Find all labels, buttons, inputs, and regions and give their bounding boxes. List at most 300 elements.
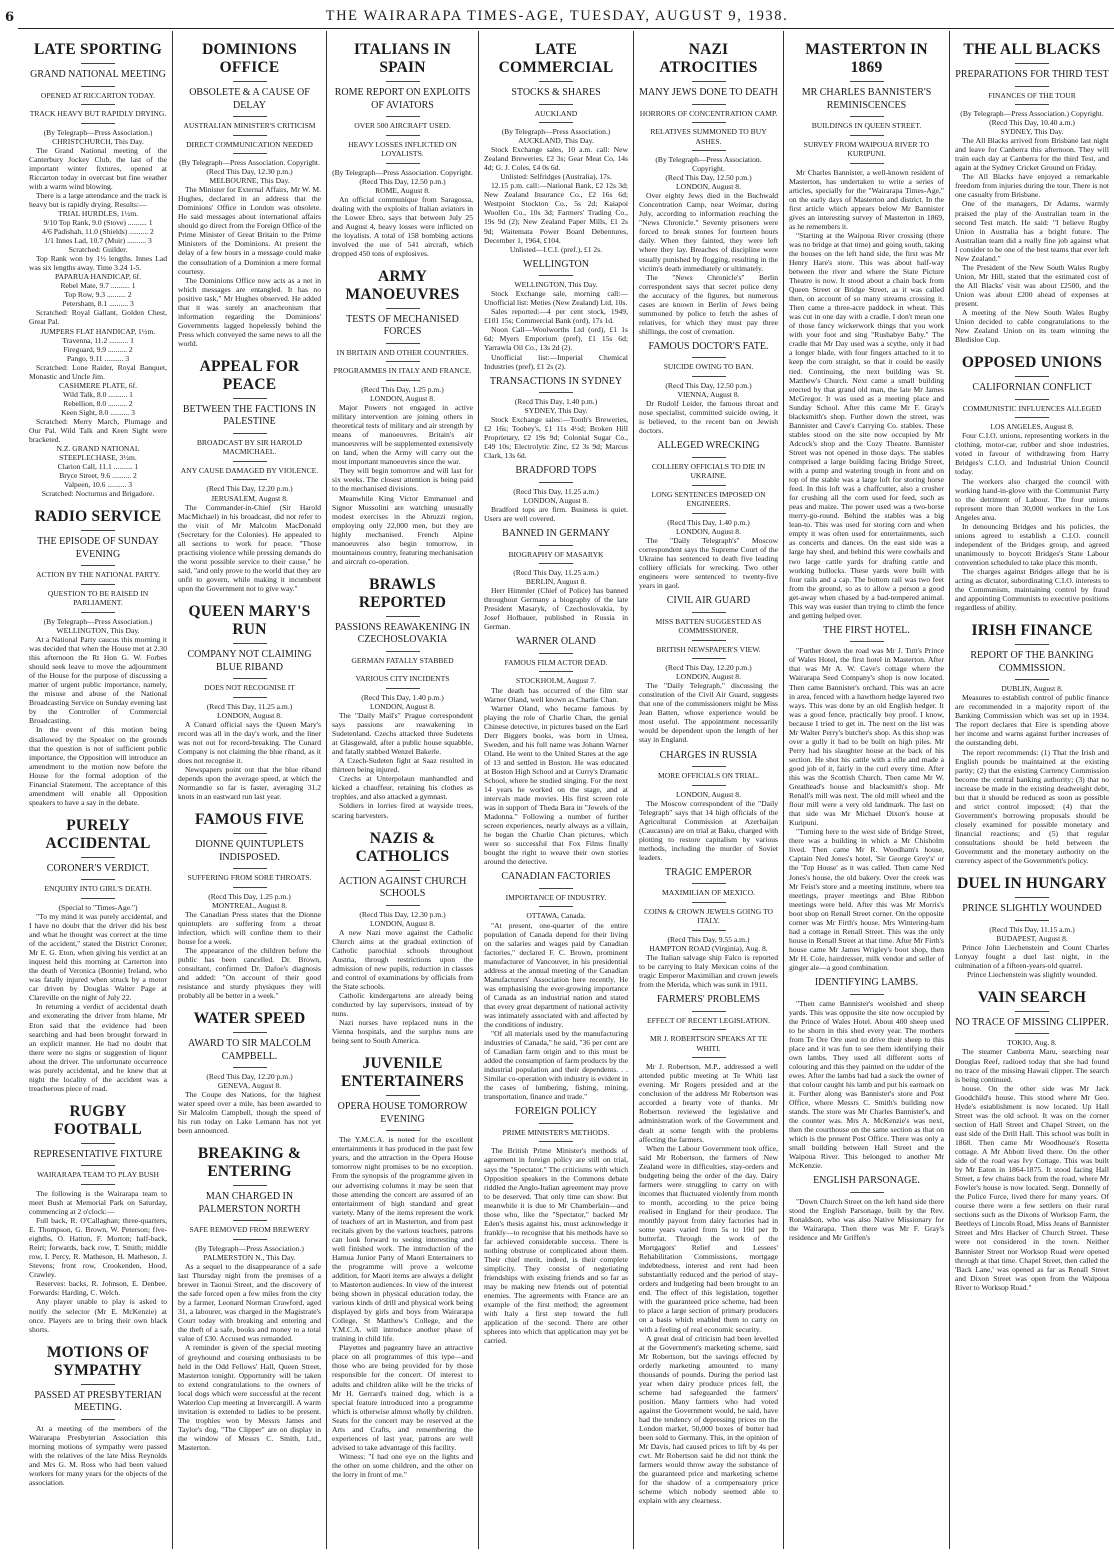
- column-3: [326, 31, 478, 1549]
- headline: FAMOUS FIVE: [194, 811, 305, 829]
- paragraph: A reminder is given of the special meeting of greyhound and coursing enthusiasts to be held in the Odd Fellows' Hall, Queen Street, Masterton tonight. Opportunity will be taken to extend congratulations to the owners of local dogs which were successful at the recent Waterloo Cup meeting at Invercargill. A warm invitation is extended to ladies to be present. The trophies won by Messrs James and Taylor's dog, "The Clipper" are on display in the window of Messrs C. Smith, Ltd., Masterton.: [178, 1343, 321, 1452]
- subheading: GERMAN FATALLY STABBED: [351, 655, 454, 665]
- divider: [233, 678, 267, 679]
- divider: [850, 116, 884, 117]
- paragraph: The "News Chronicle's" Berlin correspondent says that secret police deny the accuracy of the figures, but numerous cases are known in Berlin of Jews being summoned by police to fetch the ashes of relatives, for which they must pay three shillings, the cost of cremation.: [639, 272, 778, 336]
- headline: RUGBY FOOTBALL: [54, 1102, 142, 1138]
- headline: DUEL IN HUNGARY: [957, 875, 1107, 893]
- paragraph: A new Nazi move against the Catholic Church aims at the gradual extinction of Catholic parochial schools throughout Austria, through restrictions upon the admission of new pupils, reduction in classes and control of examinations by officials from the State schools.: [332, 927, 473, 991]
- paragraph: A great deal of criticism had been levelled at the Government's marketing scheme, said Mr Robertson, but the savings effected by orderly marketing amounted to many thousands of pounds. During the period last year when dairy produce prices fell, the scheme had safeguarded the farmers' position. Many farmers who had voted against the Government would, he said, have had the tendency of depressing prices on the London market, 50,000 boxes of butter had been sold to Germany. This, in the opinion of Mr Davis, had caused prices to lift by 4s per cwt. Mr Robertson said he did not think the farmers would throw away the substance of the guaranteed price and marketing scheme for the shadow of a compensatory price scheme which nobody seemed able to explain with any clearness.: [639, 1333, 778, 1506]
- divider: [386, 81, 420, 82]
- subheading: ENQUIRY INTO GIRL'S DEATH.: [44, 884, 152, 894]
- divider: [81, 1419, 115, 1420]
- article: [178, 811, 321, 1000]
- paragraph: "Down Church Street on the left hand side there stood the English Parsonage, built by the Rev. Ronaldson, who was also Native Missionary for the Wairarapa. Then there was Mr F. Gray's residence and Mr Griffen's: [789, 1196, 944, 1243]
- dateline: Travenna, 11.2 .......... 1: [62, 335, 134, 345]
- subheading: WAIRARAPA TEAM TO PLAY BUSH: [37, 1170, 159, 1180]
- paragraph: Scratched: Royal Gallant, Golden Chest, Great Pal.: [29, 308, 167, 327]
- paragraph: The Dominions Office now acts as a net in which messages are entangled. It has no positive task," Mr Hughes observed. He added that it was surely an anachronism that information regarding the Dominions' Governments lagged hopelessly behind the Press which conveyed the same news to all the world.: [178, 275, 321, 348]
- divider: [81, 612, 115, 613]
- paragraph: The charges against Bridges allege that he is acting as dictator, subordinating C.I.O. interests to the Communism, maintaining control by fraud and appointing Communists to executive positions regardless of ability.: [955, 566, 1109, 613]
- divider: [81, 1184, 115, 1185]
- divider: [233, 81, 267, 82]
- dateline: VIENNA, August 8.: [677, 389, 740, 399]
- paragraph: The Commander-in-Chief (Sir Harold MacMichael) in his broadcast, did not refer to the visit of Mr Malcolm MacDonald (Secretary for the Colonies). He appealed to all sections to work for peace. "Those practising violence while pressing demands do the worst possible service to their cause," he said, "and only prove to the world that they are unfit to govern, while making it incumbent upon the Government not to give way.": [178, 502, 321, 593]
- divider: [539, 671, 573, 672]
- divider: [81, 530, 115, 531]
- deck-headline: REPRESENTATIVE FIXTURE: [33, 1148, 163, 1160]
- dateline: LONDON, August 8.: [676, 789, 741, 799]
- deck-headline: ROME REPORT ON EXPLOITS OF AVIATORS: [334, 87, 471, 111]
- dateline: Fireguard, 9.9 .......... 2: [63, 344, 133, 354]
- paragraph: The "Daily Telegraph's" Moscow correspondent says the Supreme Court of the Ukraine has sentenced to death five leading colliery officials for wrecking. Two other engineers were sentenced to twenty-five years in gaol.: [639, 535, 778, 591]
- article: [178, 603, 321, 801]
- dateline: Petersham, 8.1 .......... 3: [62, 299, 134, 309]
- paragraph: The All Blacks have enjoyed a remarkable freedom from injuries during the tour. There is not one casualty from Brisbane.: [955, 172, 1109, 200]
- paragraph: "To my mind it was purely accidental, and I have no doubt that the driver did his best and what he thought was correct at the time of the accident," stated the District Coroner, Mr E. G. Eton, when giving his verdict at an inquest held this morning at Carterton into the death of Veronica (Bonnie) Ireland, who was fatally injured when struck by a motor car driven by Douglas Walter Page at Clareville on the night of July 22.: [29, 911, 167, 1003]
- deck-headline: AWARD TO SIR MALCOLM CAMPBELL.: [187, 1038, 311, 1062]
- deck-headline: IDENTIFYING LAMBS.: [814, 977, 919, 989]
- paragraph: The death has occurred of the film star Warner Oland, well known as Charlie Chan.: [484, 685, 628, 704]
- divider: [1015, 897, 1049, 898]
- paragraph: Playettes and pageantry have an attractive place on all programmes of this type—and those who are being provided for by those responsible for the concert. Of interest to adults and children alike will be the tricks of Mr H. Gerrard's trained dog, which is a special feature introduced into a programme which is otherwise almost wholly by children. Seats for the concert may be reserved at the Arts and Crafts, and remembering the experiences of last year, patrons are well advised to take advantage of this facility.: [332, 1343, 473, 1452]
- divider: [386, 135, 420, 136]
- article: [639, 595, 778, 744]
- paragraph: The "Daily Telegraph," discussing the constitution of the Civil Air Guard, suggests that one of the commissioners might be Miss Jean Batten, whose experience would be most useful. The appointment necessarily would be dependent upon the length of her stay in England.: [639, 681, 778, 745]
- divider: [539, 81, 573, 82]
- article: [484, 871, 628, 1101]
- paragraph: They will begin tomorrow and will last for six weeks. The closest attention is being paid to the mechanised divisions.: [332, 466, 473, 494]
- headline: APPEAL FOR PEACE: [199, 357, 300, 393]
- deck-headline: THE FIRST HOTEL.: [823, 624, 910, 636]
- headline: BREAKING & ENTERING: [197, 1145, 302, 1181]
- article: [484, 528, 628, 631]
- paragraph: Stock Exchange sale, morning call:—Unofficial list: Meties (New Zealand) Ltd, 10s.: [484, 289, 628, 308]
- subheading: MORE OFFICIALS ON TRIAL.: [657, 771, 760, 781]
- dateline: WELLINGTON, This Day.: [514, 280, 598, 290]
- article: [332, 576, 473, 820]
- headline: BRAWLS REPORTED: [358, 575, 447, 611]
- paragraph: "Then came Bannister's woolshed and sheep yards. This was opposite the site now occupied by the Prince of Wales Hotel. About 400 sheep used to be shorn in this shed every year. The mothers from Te Ore Ore used to drive their sheep to this place and it was fun to see them identifying their own lambs. They used all different sorts of colouring and this they painted on the udder of the ewes. After the lambs had had a suck the owner of that colour caught his lamb and put his earmark on it. Further along was Bannister's store and Post Office, where Messrs C. Smith's building now stands. The store was Mr Charles Bannister's, and the counter was. Mrs A. McKenzie's was next, then the courthouse on the same section as that on which is the present Post Office. There was only a small building between Hall Street and the Waipoua River. This belonged to another Mr McKenzie.: [789, 998, 944, 1171]
- paragraph: house. On the other side was Mr Jack Goodchild's house. This stood where Mr Geo. Hyde's establishment is now located. Up Hall Street was the old school. It was on the corner section of Hall Street and Chapel Street, on the east side of the Drill Hall. This school was built in 1868. Then came Mr Woodhouse's Rosetta cottage. A Mr Abbott lived there. On the other side of the road was Ivy Cottage. This was built by Mr Eaton in 1864-1875. It stood facing Hall Street, a few chains back from the road, where Mr Fowler's house is now located. Sergt. Donnelly of the Police Force, lived there for many years. Of course there were a few settlers on their rural sections such as the Dixons of Worksop Farm, the Beetleys of Lincoln Road, Miss Jeans of Bannister Street and Mrs Hacker of Church Street. These were not considered in the town. Neither Bannister Street nor Worksop Road were opened through at that time. Chapel Street, then called the 'Back Lane,' was opened as far as Renall Street and Dixon Street was open from the Waipoua River to Worksop Road.": [955, 1083, 1109, 1292]
- divider: [81, 123, 115, 124]
- headline: ARMY MANOEUVRES: [345, 267, 460, 303]
- divider: [692, 766, 726, 767]
- subheading: BUILDINGS IN QUEEN STREET.: [811, 121, 922, 130]
- deck-headline: THE EPISODE OF SUNDAY EVENING: [37, 536, 159, 560]
- divider: [233, 116, 267, 117]
- deck-headline: MR CHARLES BANNISTER'S REMINISCENCES: [801, 87, 932, 111]
- paragraph: "Starting at the Waipoua River crossing (there was no bridge at that time) and going south, taking the houses on the left hand side, the first was Mr Henry Hare's store. This was about half-way between the river and where the State Picture Theatre is now. It stood about a chain back from Queen Street or Bridge Street, as it was called then, on account of so many streams crossing it. Then came a three-acre paddock in wheat. This was cut in one day with a cradle. I don't mean one of those fancy wickerwork things that you work with your foot and sing "Rushabye Baby." The cradle that Mr Day used was a scythe, only it had a longer blade, with four fingers attached to it to keep the corn straight, so that it could be easily tied. Continuing, the next building was St. Matthew's Church. Next came a small building erected by that grand old man, the late Mr James McGregor. It was used as a meeting place and Sunday School. After this came Mr F. Gray's blacksmith's shop. Further down the street, was Bannister and Cave's Carrying Co. stables. These stables stood on the site now occupied by Mr Adcock's shop and the Cozy Theatre. Bannister Street was not opened in those days. The stables comprised a large building facing Bridge Street, with a pump and watering trough in front and on top of the stable was a large loft for storing horse feed. In this loft was a chaffcutter, also a crusher for crushing all the corn used for feed, such as peas and maize. The power used was a two-horse merry-go-round. Behind the stables was a big lean-to. This was used for storing corn and when empty it was often used for entertainments, such as concerts and dances. On the east side was a large hay shed, and behind this were cowbails and two large cattle yards for drafting cattle and working bullocks. These yards were built with four rails and a cap. The bottom rail was two feet from the ground, so as to allow a person a good get-away when chased by a bad-tempered animal. This way was easier than trying to climb the fence and getting helped over.: [789, 230, 944, 620]
- paragraph: Catholic kindergartens are already being conducted by lay supervisors, instead of by nuns.: [332, 990, 473, 1019]
- article: [639, 41, 778, 336]
- subheading: QUESTION TO BE RAISED IN PARLIAMENT.: [47, 588, 149, 608]
- paragraph: When the Labour Government took office, said Mr Robertson, the farmers of New Zealand were in difficulties, stay-orders and budgeting being the order of the day. Dairy farmers were struggling to carry on with incomes that fluctuated violently from month to month, according to the price being realised in England for their produce. The monthly payout from dairy factories had in some years varied from 5s to 10d per lb butterfat. Through the work of the Mortgagors' Relief and Lessees' Rehabilitation Commissions, mortgage indebtedness, interest and rent had been substantially reduced and the period of stay-orders and budgeting had been brought to an end. The effect of this legislation, together with the guaranteed price scheme, had been to place a large section of primary producers on a basis which enabled them to carry on with a feeling of real economic security.: [639, 1143, 778, 1334]
- divider: [386, 361, 420, 362]
- dateline: 4/6 Padishah, 11.0 (Shields) .......... 2: [42, 227, 154, 237]
- subheading: MISS BATTEN SUGGESTED AS COMMISSIONER.: [655, 616, 762, 636]
- divider: [386, 688, 420, 689]
- dateline: N.Z. GRAND NATIONAL STEEPLECHASE, 3½m.: [56, 444, 140, 463]
- headline: NAZI ATROCITIES: [659, 41, 758, 76]
- divider: [692, 883, 726, 884]
- dateline: (Recd This Day, 11.15 a.m.): [989, 924, 1075, 934]
- headline: VAIN SEARCH: [977, 988, 1087, 1006]
- article: [639, 750, 778, 862]
- dateline: (By Telegraph—Press Association. Copyright.: [332, 167, 473, 177]
- article: [178, 41, 321, 348]
- dateline: (Recd This Day, 10.40 a.m.): [989, 118, 1075, 128]
- paragraph: Nazi nurses have replaced nuns in the Vienna hospitals, and the surplus nuns are being sent to South America.: [332, 1018, 473, 1046]
- subheading: FAMOUS FILM ACTOR DEAD.: [504, 657, 608, 667]
- column-4: [478, 31, 633, 1549]
- divider: [386, 163, 420, 164]
- paragraph: The appearance of the children before the public has been cancelled. Dr. Brown, consultant, confirmed Dr. Dafoe's diagnosis and added: "On account of their good resistance and sturdy physiques they will probably all be better in a week.": [178, 945, 321, 1001]
- article: [29, 1344, 167, 1487]
- divider: [539, 1123, 573, 1124]
- paragraph: The Italian salvage ship Falco is reported to be carrying to Italy Mexican coins of the tragic Emperor Maximilian and crown jewels from the Merida, which was sunk in 1911.: [639, 952, 778, 990]
- divider: [539, 104, 573, 105]
- divider: [692, 640, 726, 641]
- divider: [386, 616, 420, 617]
- divider: [233, 643, 267, 644]
- paragraph: The report recommends: (1) That the Irish and English pounds be maintained at the existing parity; (2) that the existing Currency Commission become the central banking authority; (3) that no increase be made in the existing deadweight debt, but that it should be reduced as soon as possible and strict control imposed; (4) that the Government's borrowing proposals should be closely examined for possible monetary and financial reactions; and (5) that regular consultations should be held between the Government and the monetary authority on the currency aspect of the Government's policy.: [955, 747, 1109, 866]
- dateline: Pango, 9.11 .......... 3: [66, 353, 130, 363]
- column-5: [633, 31, 783, 1549]
- dateline: CASHMERE PLATE, 6f.: [58, 380, 138, 390]
- subheading: SURVEY FROM WAIPOUA RIVER TO KURIPUNI.: [803, 139, 930, 158]
- paragraph: Mr J. Robertson, M.P., addressed a well attended public meeting at Te Whiti last evening. Mr Rogers presided and at the conclusion of the address Mr Robertson was accorded a hearty vote of thanks. Mr Robertson reviewed the legislative and administration work of the Government and dealt at some length with the problems affecting the farmers.: [639, 1062, 778, 1144]
- dateline: (By Telegraph—Press Association.): [501, 127, 611, 136]
- paragraph: Major Powers not engaged in active military intervention are joining others in theoretical tests of military and air strength by means of manoeuvres. Britain's air manoeuvres will be supplemented extensively on land, when the Army will carry out the most important manoeuvres since the war.: [332, 403, 473, 467]
- divider: [1015, 104, 1049, 105]
- dateline: LONDON, August 8.: [676, 182, 741, 192]
- article: [29, 817, 167, 1093]
- paragraph: Measures to establish control of public finance are recommended in a majority report of the Banking Commission which was set up in 1934. The report declares that Eire is spending above her income and warns against further increases of the outstanding debt.: [955, 693, 1109, 748]
- paragraph: The British Prime Minister's methods of agreement in foreign policy are still on trial, says the "Spectator." The criticisms with which Opposition speakers in the Commons debate riddled the Anglo-Italian agreement may prove to be deserved. That only time can show. But meanwhile it is due to Mr Chamberlain—and those who, like the "Spectator," backed Mr Eden's thesis against his, must acknowledge it frankly—to recognise that his methods have so far achieved considerable success. There is nothing obstruse or complicated about them. Their chief merit, indeed, is their complete simplicity. They consist of negotiating friendships with existing friends and so far as may be making new friends out of potential enemies. The agreements with France are an example of the first method; the agreement with Italy a first step toward the full application of the second. There are other spheres into which that application may yet be carried.: [484, 1146, 628, 1346]
- paragraph: Bradford tops are firm. Business is quiet. Users are well covered.: [484, 505, 628, 524]
- article: [178, 1145, 321, 1452]
- subheading: AUCKLAND: [534, 108, 578, 118]
- divider: [81, 879, 115, 880]
- paragraph: The workers also charged the council with working hand-in-glove with the Communist Party to the detriment of Labour. The four unions represent more than 30,000 workers in the Los Angeles area.: [955, 476, 1109, 522]
- divider: [81, 584, 115, 585]
- headline: LATE SPORTING: [34, 41, 162, 58]
- subheading: RELATIVES SUMMONED TO BUY ASHES.: [650, 127, 767, 146]
- divider: [539, 888, 573, 889]
- dateline: LOS ANGELES, August 8.: [990, 422, 1074, 432]
- headline: QUEEN MARY'S RUN: [188, 603, 311, 639]
- deck-headline: FOREIGN POLICY: [515, 1106, 597, 1118]
- deck-headline: STOCKS & SHARES: [511, 87, 601, 98]
- headline: MOTIONS OF SYMPATHY: [46, 1343, 150, 1379]
- deck-headline: FARMERS' PROBLEMS: [656, 994, 761, 1006]
- dateline: (Special to "Times-Age."): [58, 902, 138, 912]
- divider: [692, 930, 726, 931]
- article: [639, 341, 778, 435]
- dateline: STOCKHOLM, August 7.: [515, 676, 597, 686]
- article: [484, 259, 628, 371]
- subheading: IN BRITAIN AND OTHER COUNTRIES.: [336, 347, 469, 357]
- divider: [233, 887, 267, 888]
- deck-headline: TRAGIC EMPEROR: [665, 866, 752, 878]
- subheading: PRIME MINISTER'S METHODS.: [502, 1127, 610, 1137]
- paragraph: Czechs at Unterpolaun manhandled and kicked a chauffeur, retaining his clothes as trophies, and also attacked a gymnast.: [332, 774, 473, 802]
- deck-headline: FAMOUS DOCTOR'S FATE.: [648, 340, 769, 352]
- article: [332, 830, 473, 1046]
- article: [639, 867, 778, 989]
- deck-headline: WELLINGTON: [523, 258, 589, 270]
- dateline: (Recd This Day, 12.20 p.m.): [206, 1072, 293, 1082]
- subheading: HORRORS OF CONCENTRATION CAMP.: [639, 108, 778, 118]
- paragraph: In the event of this motion being disallowed by the Speaker on the grounds that the question is not of sufficient public importance, the Opposition will introduce an amendment to the motion now before the House for the formal adoption of the Financial Statement. The acceptance of this amendment will enable all Opposition speakers to have a say in the debate.: [29, 725, 167, 807]
- dateline: TRIAL HURDLES, 1½m.: [57, 208, 139, 218]
- divider: [850, 135, 884, 136]
- divider: [1015, 644, 1049, 645]
- paragraph: The All Blacks arrived from Brisbane last night and leave for Canberra this afternoon. They will train each day at Canberra for the third Test, and again at the Sydney Cricket Ground on Friday.: [955, 136, 1109, 173]
- headline: DOMINIONS OFFICE: [202, 41, 297, 76]
- article: [639, 440, 778, 590]
- divider: [692, 104, 726, 105]
- divider: [1015, 417, 1049, 418]
- divider: [233, 1032, 267, 1033]
- subheading: SAFE REMOVED FROM BREWERY: [189, 1225, 310, 1235]
- dateline: TOKIO, Aug. 8.: [1007, 1038, 1057, 1048]
- divider: [233, 1185, 267, 1186]
- article: [955, 989, 1109, 1292]
- divider: [539, 906, 573, 907]
- dateline: LONDON, August 8.: [370, 394, 435, 404]
- divider: [233, 697, 267, 698]
- subheading: FINANCES OF THE TOUR: [988, 90, 1076, 100]
- divider: [233, 461, 267, 462]
- subheading: SUFFERING FROM SORE THROATS.: [187, 873, 312, 883]
- divider: [386, 343, 420, 344]
- subheading: ACTION BY THE NATIONAL PARTY.: [36, 570, 160, 580]
- subheading: COMMUNISTIC INFLUENCES ALLEGED: [962, 403, 1102, 413]
- paragraph: Mr Charles Bannister, a well-known resident of Masterton, has undertaken to write a series of articles, specially for the "Wairarapa Times-Age," on the early days of Masterton and district. In the first article which appears below Mr Bannister gives an interesting survey of Masterton in 1869, as he remembers it.: [789, 167, 944, 231]
- article: [789, 625, 944, 972]
- dateline: (By Telegraph—Press Association. Copyright.: [179, 158, 320, 167]
- dateline: Keen Sight, 8.0 .......... 3: [61, 407, 135, 417]
- dateline: LONDON, August 8.: [370, 701, 435, 711]
- divider: [386, 380, 420, 381]
- article: [955, 354, 1109, 612]
- subheading: AUSTRALIAN MINISTER'S CRITICISM: [183, 121, 316, 130]
- dateline: (By Telegraph—Press Association.) Copyright.: [960, 109, 1104, 118]
- paragraph: An official communique from Saragossa, dealing with the exploits of Italian aviators in the Lower Ebro, says that between July 25 and August 4, heavy losses were inflicted on the loyalists. A total of 158 bombing actions involved the use of 541 aircraft, which dropped 450 tons of explosives.: [332, 194, 473, 258]
- paragraph: A meeting of the New South Wales Rugby Union decided to cable congratulations to the New Zealand Union on its team winning the Bledisloe Cup.: [955, 308, 1109, 345]
- paragraph: Stock Exchange sales:—Tooth's Breweries, £2 16s; Toohey's, £1 11s 4½d; Broken Hill Proprietary, £2 19s 9d; Colonial Sugar Co., £49 10s; Electrolytic Zinc, £2 3s 9d; Marcus Clark, 13s 6d.: [484, 415, 628, 461]
- article: [484, 41, 628, 254]
- paragraph: Scratched: Lone Raider, Royal Banquet, Monastic and Uncle Jim.: [29, 362, 167, 381]
- subheading: SUICIDE OWING TO BAN.: [663, 362, 754, 372]
- dateline: (Recd This Day, 1.25 p.m.): [361, 384, 444, 394]
- dateline: (Recd This Day, 12.30 p.m.): [206, 167, 293, 177]
- deck-headline: CALIFORNIAN CONFLICT: [972, 382, 1092, 394]
- article: [29, 1103, 167, 1334]
- deck-headline: GRAND NATIONAL MEETING: [30, 69, 166, 80]
- headline: JUVENILE ENTERTAINERS: [340, 1055, 465, 1091]
- column-6: [783, 31, 949, 1549]
- dateline: Valpeen, 10.6 .......... 3: [63, 480, 133, 490]
- dateline: OTTAWA, Canada.: [526, 911, 586, 921]
- divider: [81, 1143, 115, 1144]
- subheading: COINS & CROWN JEWELS GOING TO ITALY.: [643, 906, 774, 926]
- paragraph: As a sequel to the disappearance of a safe last Thursday night from the premises of a brewer in Taonui Street, and the discovery of the safe forced open a few miles from the city by a farmer, Leonard Norman Crawford, aged 31, a labourer, was charged in the Magistrate's Court today with breaking and entering and the theft of a safe, books and money to a total value of £30. Accused was remanded.: [178, 1262, 321, 1344]
- dateline: CHRISTCHURCH, This Day.: [52, 136, 144, 146]
- divider: [692, 150, 726, 151]
- subheading: TRACK HEAVY BUT RAPIDLY DRYING.: [29, 109, 167, 118]
- subheading: ANY CAUSE DAMAGED BY VIOLENCE.: [180, 465, 319, 475]
- divider: [850, 81, 884, 82]
- divider: [233, 833, 267, 834]
- subheading: DIRECT COMMUNICATION NEEDED: [186, 139, 313, 149]
- paragraph: The Minister for External Affairs, Mr W. M. Hughes, declared in an address that the Dominions' Office in London was obsolete. He said messages about international affairs should go direct from the Foreign Office of the Prime Minister of Great Britain to the Prime Ministers of the Dominions. At present the delay of a few hours in a message could make the consultation of a Dominion a mere formal courtesy.: [178, 185, 321, 276]
- dateline: (Recd This Day, 1.25 p.m.): [208, 891, 291, 901]
- paragraph: Four C.I.O. unions, representing workers in the clothing, motor-car, rubber and shoe industries, voted in favour of withdrawing from Harry Bridges's C.I.O. and Industrial Union Council today.: [955, 431, 1109, 477]
- paragraph: Meanwhile King Victor Emmanuel and Signor Mussolini are watching unusually modest exercises in the Abruzzi region, employing only 22,000 men, but they are highly mechanised. French Alpine manoeuvres also begin tomorrow, in mountainous country, featuring mechanisation and aircraft co-operation.: [332, 493, 473, 566]
- divider: [233, 479, 267, 480]
- divider: [233, 398, 267, 399]
- headline: ITALIANS IN SPAIN: [353, 41, 452, 76]
- deck-headline: PREPARATIONS FOR THIRD TEST: [955, 69, 1109, 80]
- paragraph: The Coupe des Nations, for the highest water speed over a mile, has been awarded to Sir Malcolm Campbell, though the speed of his run today on Lake Lemann has not yet been announced.: [178, 1090, 321, 1136]
- divider: [692, 612, 726, 613]
- deck-headline: PRINCE SLIGHTLY WOUNDED: [962, 903, 1102, 915]
- paragraph: The "Daily Mail's" Prague correspondent says passions are reawakening in Sudetenland. Czechs attacked three Sudetens at Glasgewald, after a public house squabble, and fatally stabbed Wenzel Bakerle.: [332, 711, 473, 757]
- dateline: Prince Liechenstein was slightly wounded.: [966, 969, 1098, 979]
- paragraph: The President of the New South Wales Rugby Union, Mr Hill, stated that the estimated cost of the All Blacks' visit was about £2500, and the Union was about £200 ahead of expenses at present.: [955, 262, 1109, 308]
- subheading: COLLIERY OFFICIALS TO DIE IN UKRAINE.: [651, 461, 766, 481]
- deck-headline: NO TRACE OF MISSING CLIPPER.: [955, 1016, 1109, 1028]
- paragraph: Warner Oland, who became famous by playing the role of Charlie Chan, the genial Chinese detective, in pictures based on the Earl Derr Biggers books, was born in Umea, Sweden, and his full name was Johann Warner Oland. He went to the United States at the age of 13 and settled in Boston. He was educated at Boston High School and at Curry's Dramatic School, where he studied singing. For the next 14 years he worked on the stage, and at intervals made movies. His first screen role was in support of Theda Bara in "Jewels of the Madonna." Following a number of further screen experiences, nearly always as a villain, he began the Charlie Chan pictures, which were so successful that Fox Films finally bought the right to weave their own stories around the detective.: [484, 703, 628, 867]
- paragraph: Sales reported:—4 per cent stock, 1949, £101 15s; Commercial Bank (ord), 17s 1d.: [484, 307, 628, 326]
- divider: [81, 857, 115, 858]
- dateline: (Recd This Day, 11.25 a.m.): [513, 486, 599, 496]
- divider: [81, 104, 115, 105]
- paragraph: At a meeting of the members of the Wairarapa Presbyterian Association this morning motions of sympathy were passed with the relatives of the late Miss Reynolds and Mrs G. M. Ross who had been valued workers for many years for the objects of the association.: [29, 1423, 167, 1487]
- divider: [1015, 376, 1049, 377]
- divider: [1015, 1033, 1049, 1034]
- divider: [386, 1130, 420, 1131]
- headline: WATER SPEED: [193, 1010, 306, 1028]
- paragraph: "Turning here to the west side of Bridge Street, there was a building in which a Mr Chisholm lived. Then came Mr R. Woodham's house, Captain Ned Jones's hotel, 'Sir George Grey's' or the 'Top House' as it was called. Then came Ned Jones's house, the old bakery. Over the creek was Mr Feist's store and a meeting institute, where tea meetings, prayer meetings and Blue Ribbon meetings were held. After this was Mr Morris's boot shop on Renall Street corner. On the opposite corner was Mr Firth's house. Mrs Wintering-ham had a cottage in Renall Street. This was the only house in Renall Street at that time. After Mr Firth's house came Mr James Wrigley's boot shop, then Mr H. Cole, hairdresser, milk vendor and seller of ginger ale—a good combination.: [789, 827, 944, 972]
- dateline: Bryce Street, 9.6 .......... 2: [59, 471, 137, 481]
- deck-headline: BANNED IN GERMANY: [502, 528, 610, 540]
- deck-headline: MANY JEWS DONE TO DEATH: [639, 87, 778, 98]
- paragraph: Soldiers in lorries fired at wayside trees, scaring harvesters.: [332, 801, 473, 820]
- paragraph: One of the managers, Dr Adams, warmly praised the play of the Australian team in the second Test match. He said: "I believe Rugby Union in Australia has a bright future. The Australian team did a really fine job against what I consider to be one of the best teams that ever left New Zealand.": [955, 199, 1109, 263]
- divider: [386, 116, 420, 117]
- divider: [1015, 399, 1049, 400]
- deck-headline: CANADIAN FACTORIES: [501, 871, 611, 883]
- deck-headline: OBSOLETE & A CAUSE OF DELAY: [189, 87, 310, 111]
- divider: [539, 482, 573, 483]
- divider: [81, 1384, 115, 1385]
- masthead-rule: [18, 28, 1114, 29]
- divider: [692, 457, 726, 458]
- paragraph: The Moscow correspondent of the "Daily Telegraph" says that 14 high officials of the Agricultural Commission at Azerbaijan (Caucasus) are on trial at Baku, charged with plotting to restore capitalism by various methods, including the murder of Soviet leaders.: [639, 798, 778, 862]
- dateline: (Recd This Day, 12.50 p.m.): [665, 380, 752, 390]
- dateline: Top Row, 9.3 .......... 2: [64, 290, 132, 300]
- paragraph: Over eighty Jews died in the Buchwald Concentration Camp, near Weimar, during July, according to information reaching the "News Chronicle." Seventy prisoners were forced to break stones for fourteen hours daily. When they fainted, they were left where they lay. Breaches of discipline were usually punished by flogging, resulting in the victim's death immediately or ultimately.: [639, 191, 778, 273]
- paragraph: Prince John Liechenstein and Count Charles Lonyay fought a duel last night, in the culmination of a fifteen-years-old quarrel.: [955, 942, 1109, 970]
- dateline: (Recd This Day, 12.30 p.m.): [359, 909, 446, 919]
- dateline: Scratched: Guilder.: [68, 245, 128, 255]
- paragraph: The following is the Wairarapa team to meet Bush at Memorial Park on Saturday, commencing at 2 o'clock:—: [29, 1188, 167, 1216]
- article: [332, 41, 473, 258]
- divider: [692, 513, 726, 514]
- divider: [386, 651, 420, 652]
- divider: [539, 653, 573, 654]
- dateline: SYDNEY, This Day.: [524, 406, 588, 416]
- divider: [850, 163, 884, 164]
- dateline: Scratched: Nocturnus and Brigadore.: [41, 489, 155, 499]
- paragraph: At a National Party caucus this morning it was decided that when the House met at 2.30 this afternoon the Rt Hon G. W. Forbes should seek leave to move the adjournment of the House for the purpose of discussing a matter of urgent public importance, namely, the misuse and abuse of the National Broadcasting Service on Sunday evening last by the Controller of Commercial Broadcasting.: [29, 635, 167, 726]
- divider: [850, 994, 884, 995]
- headline: MASTERTON IN 1869: [805, 41, 928, 76]
- dateline: (Recd This Day, 11.25 a.m.): [513, 568, 599, 578]
- subheading: MR J. ROBERTSON SPEAKS AT TE WHITI.: [650, 1034, 767, 1053]
- article: [789, 977, 944, 1170]
- divider: [539, 122, 573, 123]
- divider: [692, 81, 726, 82]
- column-7: [949, 31, 1114, 1549]
- divider: [386, 1095, 420, 1096]
- divider: [539, 563, 573, 564]
- divider: [81, 565, 115, 566]
- dateline: Clarion Call, 11.1 .......... 1: [57, 462, 139, 472]
- deck-headline: BETWEEN THE FACTIONS IN PALESTINE: [182, 403, 317, 428]
- deck-headline: ACTION AGAINST CHURCH SCHOOLS: [338, 875, 467, 900]
- dateline: 9/10 Top Rank, 9.0 (Stove) .......... 1: [43, 217, 153, 227]
- deck-headline: OPERA HOUSE TOMORROW EVENING: [337, 1101, 468, 1125]
- paragraph: The Grand National meeting of the Canterbury Jockey Club, the last of the important winter fixtures, opened at Riccarton today in overcast but fine weather with a warm wind blowing.: [29, 145, 167, 191]
- dateline: LONDON, August 8.: [676, 672, 741, 682]
- paragraph: "Further down the road was Mr J. Tutt's Prince of Wales Hotel, the first hotel in Masterton. After that was Mr A. W. Cave's cottage where the Wairarapa Seed Company's shop is now located. Then came Bannister's orchard. This was an acre in area, fenced with a hawthorn hedge layered two ways. This was done by an old English hedger. It was a good fence, practically boy proof. I know, because I tried to get in. The next on the list was Mr Walter Perry's butcher's shop. As this shop was over a gully it had to be built on high piles. Mr Perry had his slaughter house at the back of his section. He shot his cattle with a rifle and made a good job of it, fairly in the curl every time. After this was the Scottish Church. Then came Mr W. Greathead's house and blacksmith's shop. Mr Renall's mill was next. The old mill wheel and the flour mill were a very old landmark. The last on that side was Mr Michael Dixon's house at Kuripuni.: [789, 646, 944, 828]
- divider: [233, 433, 267, 434]
- paragraph: 12.15 p.m. call:—National Bank, £2 12s 3d; New Zealand Insurance Co., £2 16s 6d; Westpoint Stockton Co., 5s 2d; Kaiapoi Woollen Co., 10s 3d; Farmers' Trading Co., 19s 9d (2); New Zealand Paper Mills, £1 2s 9d; Waitemata Power Board Debentures, December 1, 1964, £104.: [484, 181, 628, 245]
- paragraph: Full back, R. O'Callaghan; three-quarters, E. Thompson, G. Brown, W. Peterson; five-eighths, O. Hatton, F. Morton; half-back, Reirt; forwards, back row, T. Smith; middle row, I. Percy, R. Matheson, H. Matheson, J. Stevens; front row, Crookenden, Hood, Crawley.: [29, 1216, 167, 1280]
- headline: PURELY ACCIDENTAL: [45, 816, 151, 852]
- subheading: MAXIMILIAN OF MEXICO.: [661, 888, 756, 898]
- article: [955, 875, 1109, 979]
- deck-headline: ALLEGED WRECKING: [657, 440, 760, 452]
- dateline: MONTREAL, August 8.: [211, 900, 288, 910]
- headline: RADIO SERVICE: [34, 508, 162, 526]
- divider: [81, 898, 115, 899]
- dateline: (Recd This Day, 1.40 p.m.): [667, 517, 750, 527]
- article: [484, 636, 628, 866]
- deck-headline: TESTS OF MECHANISED FORCES: [346, 313, 459, 338]
- divider: [1015, 1011, 1049, 1012]
- article: [639, 994, 778, 1505]
- divider: [1015, 63, 1049, 64]
- paragraph: A Cunard official says the Queen Mary's record was all in the day's work, and the liner was not out for record-breaking. The Cunard Company is not claiming the blue riband, as it does not recognise it.: [178, 719, 321, 765]
- deck-headline: PASSIONS REAWAKENING IN CZECHOSLOVAKIA: [335, 621, 470, 646]
- paragraph: "At present, one-quarter of the entire population of Canada depend for their living on the salaries and wages paid by Canadian factories," declared F. C. Brown, prominent manufacturer of Vancouver, in his presidential address at the annual meeting of the Canadian Manufacturers' Association here recently. He was emphasising the ever-growing importance of Canada as an industrial nation and stated that every great department of national activity was intimately associated with and affected by the conditions of industry.: [484, 920, 628, 1030]
- divider: [692, 485, 726, 486]
- paragraph: Reserves: backs, R. Johnson, E. Denbee. Forwards: Harding, C. Welch.: [29, 1279, 167, 1298]
- divider: [1015, 679, 1049, 680]
- divider: [850, 641, 884, 642]
- divider: [692, 357, 726, 358]
- paragraph: The Y.M.C.A. is noted for the excellent entertainments it has produced in the past few years, and the attraction in the Opera House tomorrow night promises to be no exception. From the synopsis of the programme given in our advertising columns it may be seen that those attending the concert are assured of an entertainment of high standard and great variety. Many of the items represent the work of teachers of art in Masterton, and from past recitals given by the various teachers, patrons can look forward to seeing interesting and well finished work. The introduction of the Hamua Junior Party of Maori Entertainers to the programme will prove a welcome addition, for Maori items are always a delight to Masterton audiences. In view of the interest being shown in physical education today, the various kinds of drill and physical work being displayed by girls and boys from Wairarapa College, St Matthew's College, and the Y.M.C.A. will introduce another phase of training in child life.: [332, 1135, 473, 1344]
- dateline: LONDON, August 8.: [217, 710, 282, 720]
- dateline: (Recd This Day, 12.20 p.m.): [206, 484, 293, 494]
- paragraph: Scratched: Merry March, Plumage and Our Pal. Wild Talk and Keen Sight were bracketed.: [29, 417, 167, 445]
